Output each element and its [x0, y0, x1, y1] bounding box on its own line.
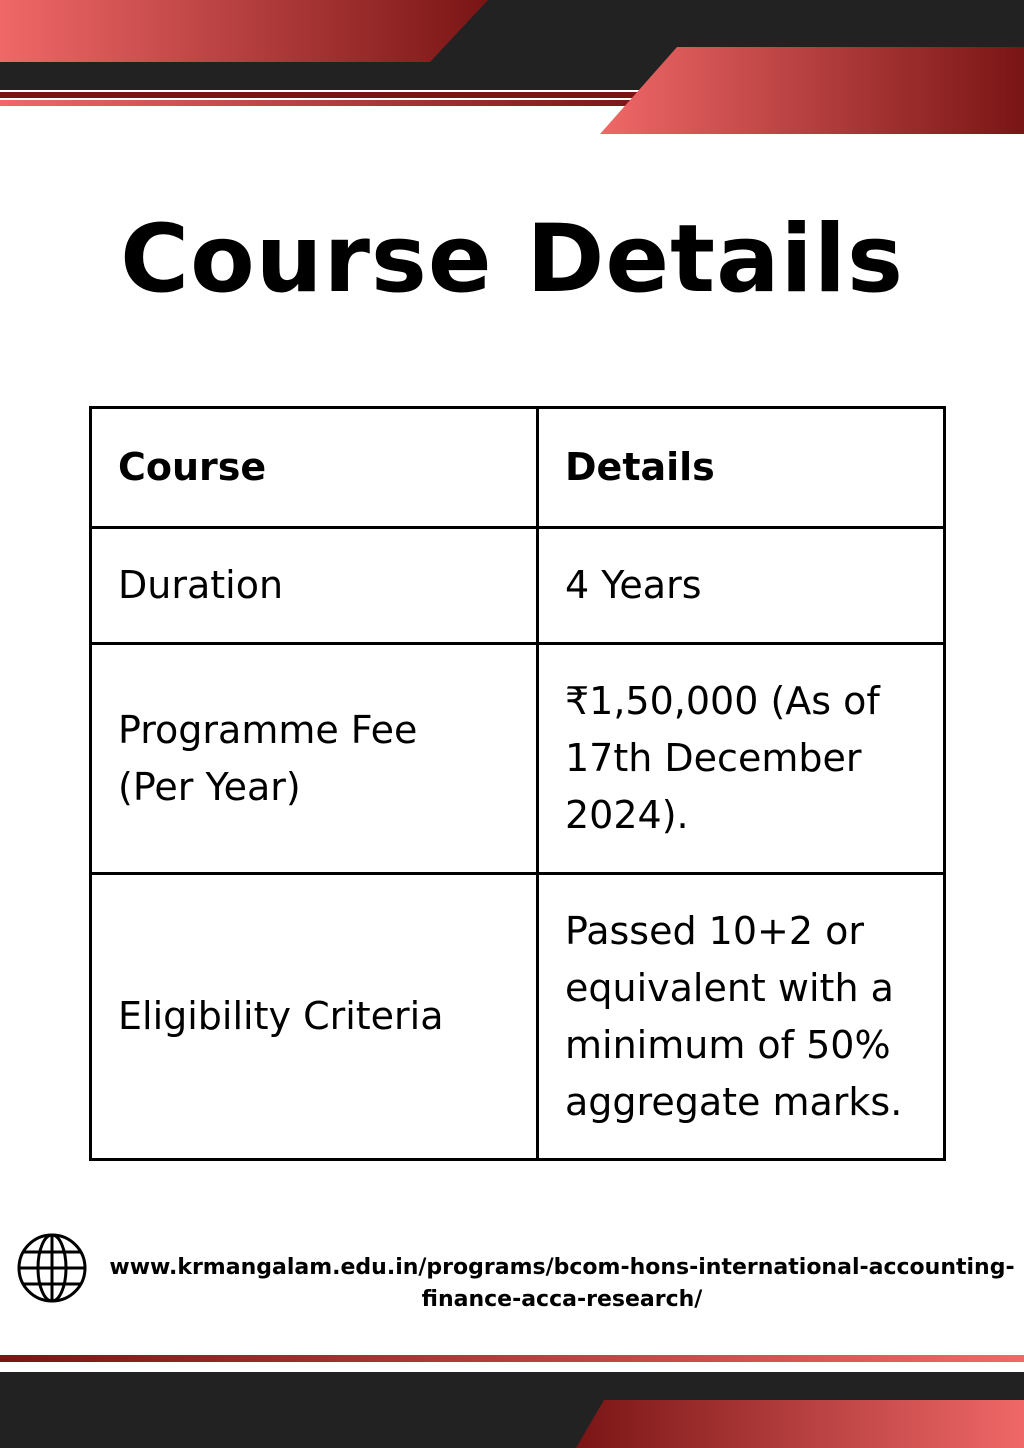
- row-value-duration: 4 Years: [538, 528, 945, 644]
- row-value-eligibility: [538, 874, 945, 1160]
- header-details: Details: [538, 408, 945, 528]
- fee-value-text: ₹1,50,000 (As of 17th December 2024).: [565, 679, 880, 837]
- top-left-red-shape: [0, 0, 488, 62]
- top-accent-line-dark: [0, 92, 645, 98]
- footer-url-link[interactable]: www.krmangalam.edu.in/programs/bcom-hons-international-accounting-finance-acca-research/: [109, 1255, 1015, 1312]
- top-decor-banner: [0, 0, 1024, 140]
- table-row: [91, 528, 945, 644]
- row-label-fee: [91, 644, 538, 874]
- row-label-eligibility: Eligibility Criteria: [91, 874, 538, 1160]
- table-row: [91, 874, 945, 1160]
- top-accent-line: [0, 100, 645, 106]
- globe-icon: [16, 1232, 88, 1304]
- table-header-row: [91, 408, 945, 528]
- page-title: Course Details: [120, 205, 904, 314]
- table-row: [91, 644, 945, 874]
- row-label-duration: Duration: [91, 528, 538, 644]
- fee-label-text: Programme Fee (Per Year): [118, 707, 418, 809]
- header-course: Course: [91, 408, 538, 528]
- eligibility-value-text: Passed 10+2 or equivalent with a minimum of 50% aggregate marks.: [565, 908, 903, 1124]
- row-value-fee: [538, 644, 945, 874]
- bottom-accent-line: [0, 1355, 1024, 1362]
- bottom-decor-banner: [0, 1350, 1024, 1448]
- bottom-right-red-shape: [576, 1400, 1024, 1448]
- course-details-table: [89, 406, 946, 1161]
